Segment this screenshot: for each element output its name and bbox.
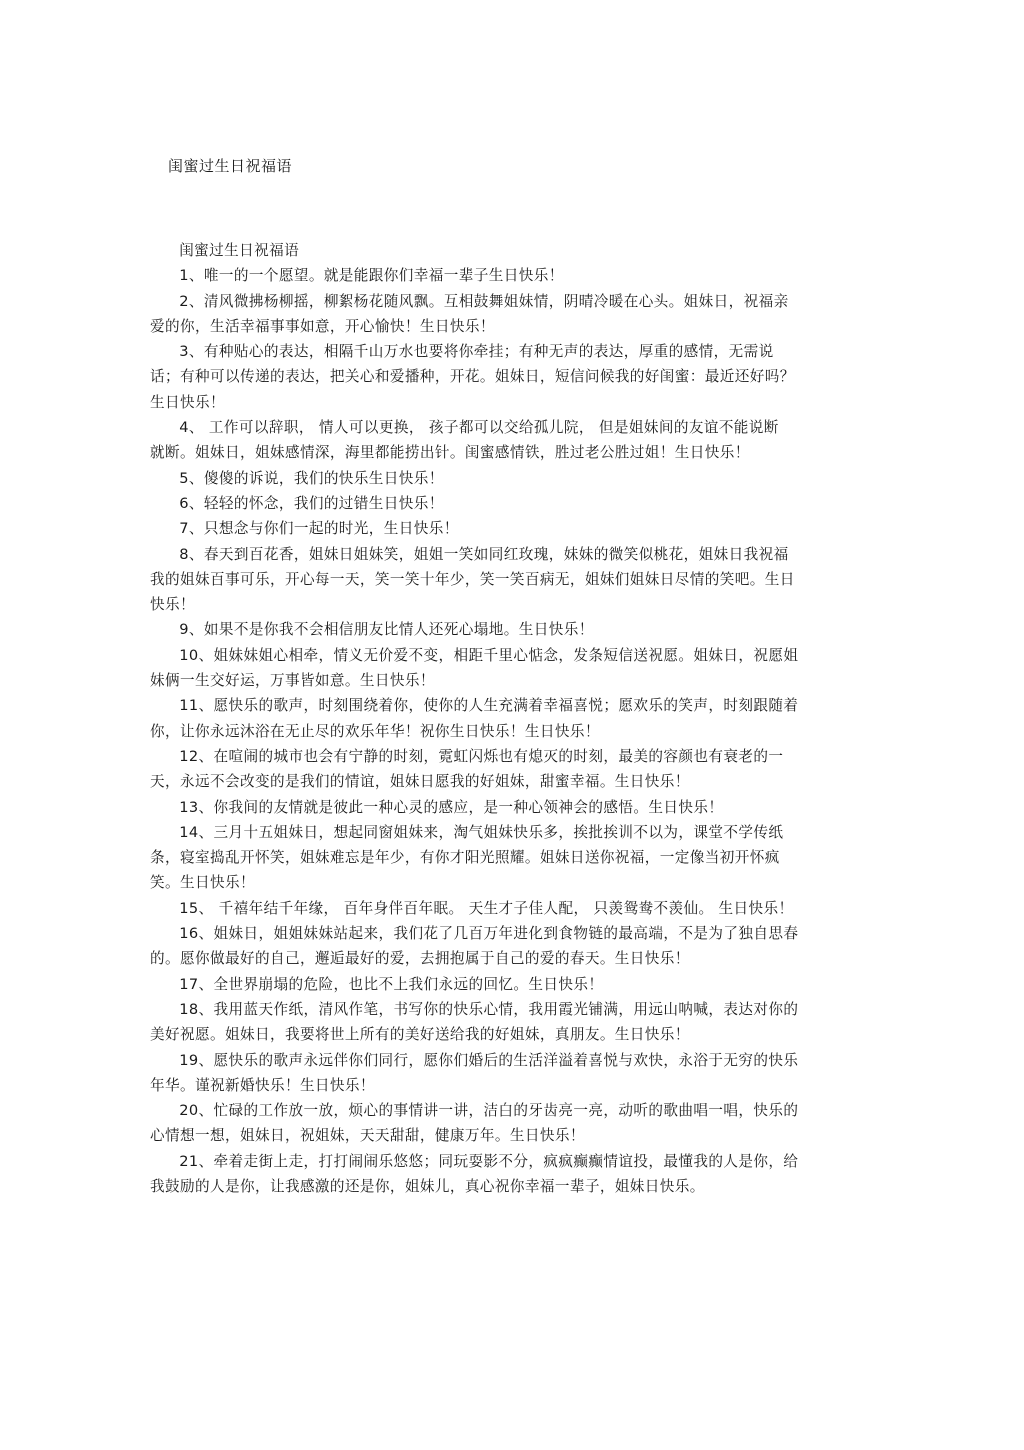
paragraph-4: 4、 工作可以辞职， 情人可以更换， 孩子都可以交给孤儿院， 但是姐妹间的友谊不能说断: [179, 419, 779, 437]
paragraph-13: 13、你我间的友情就是彼此一种心灵的感应，是一种心领神会的感悟。生日快乐！: [179, 798, 724, 816]
body-title: 闺蜜过生日祝福语: [179, 242, 300, 259]
paragraph-11: 11、愿快乐的歌声，时刻围绕着你，使你的人生充满着幸福喜悦；愿欢乐的笑声，时刻跟随着你，让你永远沐浴在无止尽的欢乐年华！祝你生日快乐！生日快乐！: [150, 697, 799, 740]
paragraph-3: 3、有种贴心的表达，相隔千山万水也要将你牵挂；有种无声的表达，厚重的感情，无需说话；有种可以传递的表达，把关心和爱播种，开花。姐妹日，短信问候我的好闺蜜：最近还好吗？生日快乐！: [150, 343, 795, 411]
paragraph-10: 10、姐妹妹姐心相牵，情义无价爱不变，相距千里心惦念，发条短信送祝愿。姐妹日，祝愿姐妹俩一生交好运，万事皆如意。生日快乐！: [150, 646, 799, 690]
document-body: [150, 238, 800, 1199]
paragraph-6: 6、轻轻的怀念，我们的过错生日快乐！: [179, 494, 444, 512]
paragraph-18: 18、我用蓝天作纸，清风作笔，书写你的快乐心情，我用霞光铺满，用远山呐喊，表达对你的美好祝愿。姐妹日，我要将世上所有的美好送给我的好姐妹，真朋友。生日快乐！: [150, 1000, 799, 1044]
paragraph-2: 2、清风微拂杨柳摇，柳絮杨花随风飘。互相鼓舞姐妹情，阴晴冷暖在心头。姐妹日，祝福亲爱的你，生活幸福事事如意，开心愉快！生日快乐！: [150, 292, 789, 335]
paragraph-9: 9、如果不是你我不会相信朋友比情人还死心塌地。生日快乐！: [179, 621, 594, 639]
paragraph-1: 1、唯一的一个愿望。就是能跟你们幸福一辈子生日快乐！: [179, 267, 564, 285]
paragraph-16: 16、姐妹日，姐姐妹妹站起来，我们花了几百万年进化到食物链的最高端，不是为了独自思春的。愿你做最好的自己，邂逅最好的爱，去拥抱属于自己的爱的春天。生日快乐！: [150, 925, 799, 968]
paragraph-17: 17、全世界崩塌的危险，也比不上我们永远的回忆。生日快乐！: [179, 975, 604, 993]
page-title: 闺蜜过生日祝福语: [168, 157, 293, 175]
paragraph-8: 8、春天到百花香，姐妹日姐妹笑，姐姐一笑如同红玫瑰，妹妹的微笑似桃花，姐妹日我祝福我的姐妹百事可乐，开心每一天，笑一笑十年少，笑一笑百病无，姐妹们姐妹日尽情的笑吧。生日快乐！: [150, 545, 795, 614]
paragraph-21: 21、牵着走街上走，打打闹闹乐悠悠；同玩耍影不分，疯疯癫癫情谊投，最懂我的人是你，给我鼓励的人是你，让我感激的还是你，姐妹儿，真心祝你幸福一辈子，姐妹日快乐。: [150, 1152, 799, 1195]
paragraph-14: 14、三月十五姐妹日，想起同窗姐妹来，淘气姐妹快乐多，挨批挨训不以为，课堂不学传纸条，寝室捣乱开怀笑，姐妹难忘是年少，有你才阳光照耀。姐妹日送你祝福，一定像当初开怀疯笑。生日快乐！: [150, 823, 784, 892]
paragraph-20: 20、忙碌的工作放一放，烦心的事情讲一讲，洁白的牙齿亮一亮，动听的歌曲唱一唱，快乐的心情想一想，姐妹日，祝姐妹，天天甜甜，健康万年。生日快乐！: [150, 1102, 799, 1145]
paragraph-19: 19、愿快乐的歌声永远伴你们同行，愿你们婚后的生活洋溢着喜悦与欢快，永浴于无穷的快乐年华。谨祝新婚快乐！生日快乐！: [150, 1051, 799, 1094]
paragraph-12: 12、在喧闹的城市也会有宁静的时刻，霓虹闪烁也有熄灭的时刻，最美的容颜也有衰老的一天，永远不会改变的是我们的情谊，姐妹日愿我的好姐妹，甜蜜幸福。生日快乐！: [150, 747, 784, 791]
paragraph-4-continued: 就断。姐妹日，姐妹感情深，海里都能捞出针。闺蜜感情铁，胜过老公胜过姐！生日快乐！: [150, 444, 750, 462]
paragraph-15: 15、 千禧年结千年缘， 百年身伴百年眠。 天生才子佳人配， 只羡鸳鸯不羡仙。 生日快乐！: [179, 899, 794, 917]
paragraph-7: 7、只想念与你们一起的时光，生日快乐！: [179, 520, 459, 538]
paragraph-5: 5、傻傻的诉说，我们的快乐生日快乐！: [179, 469, 444, 487]
